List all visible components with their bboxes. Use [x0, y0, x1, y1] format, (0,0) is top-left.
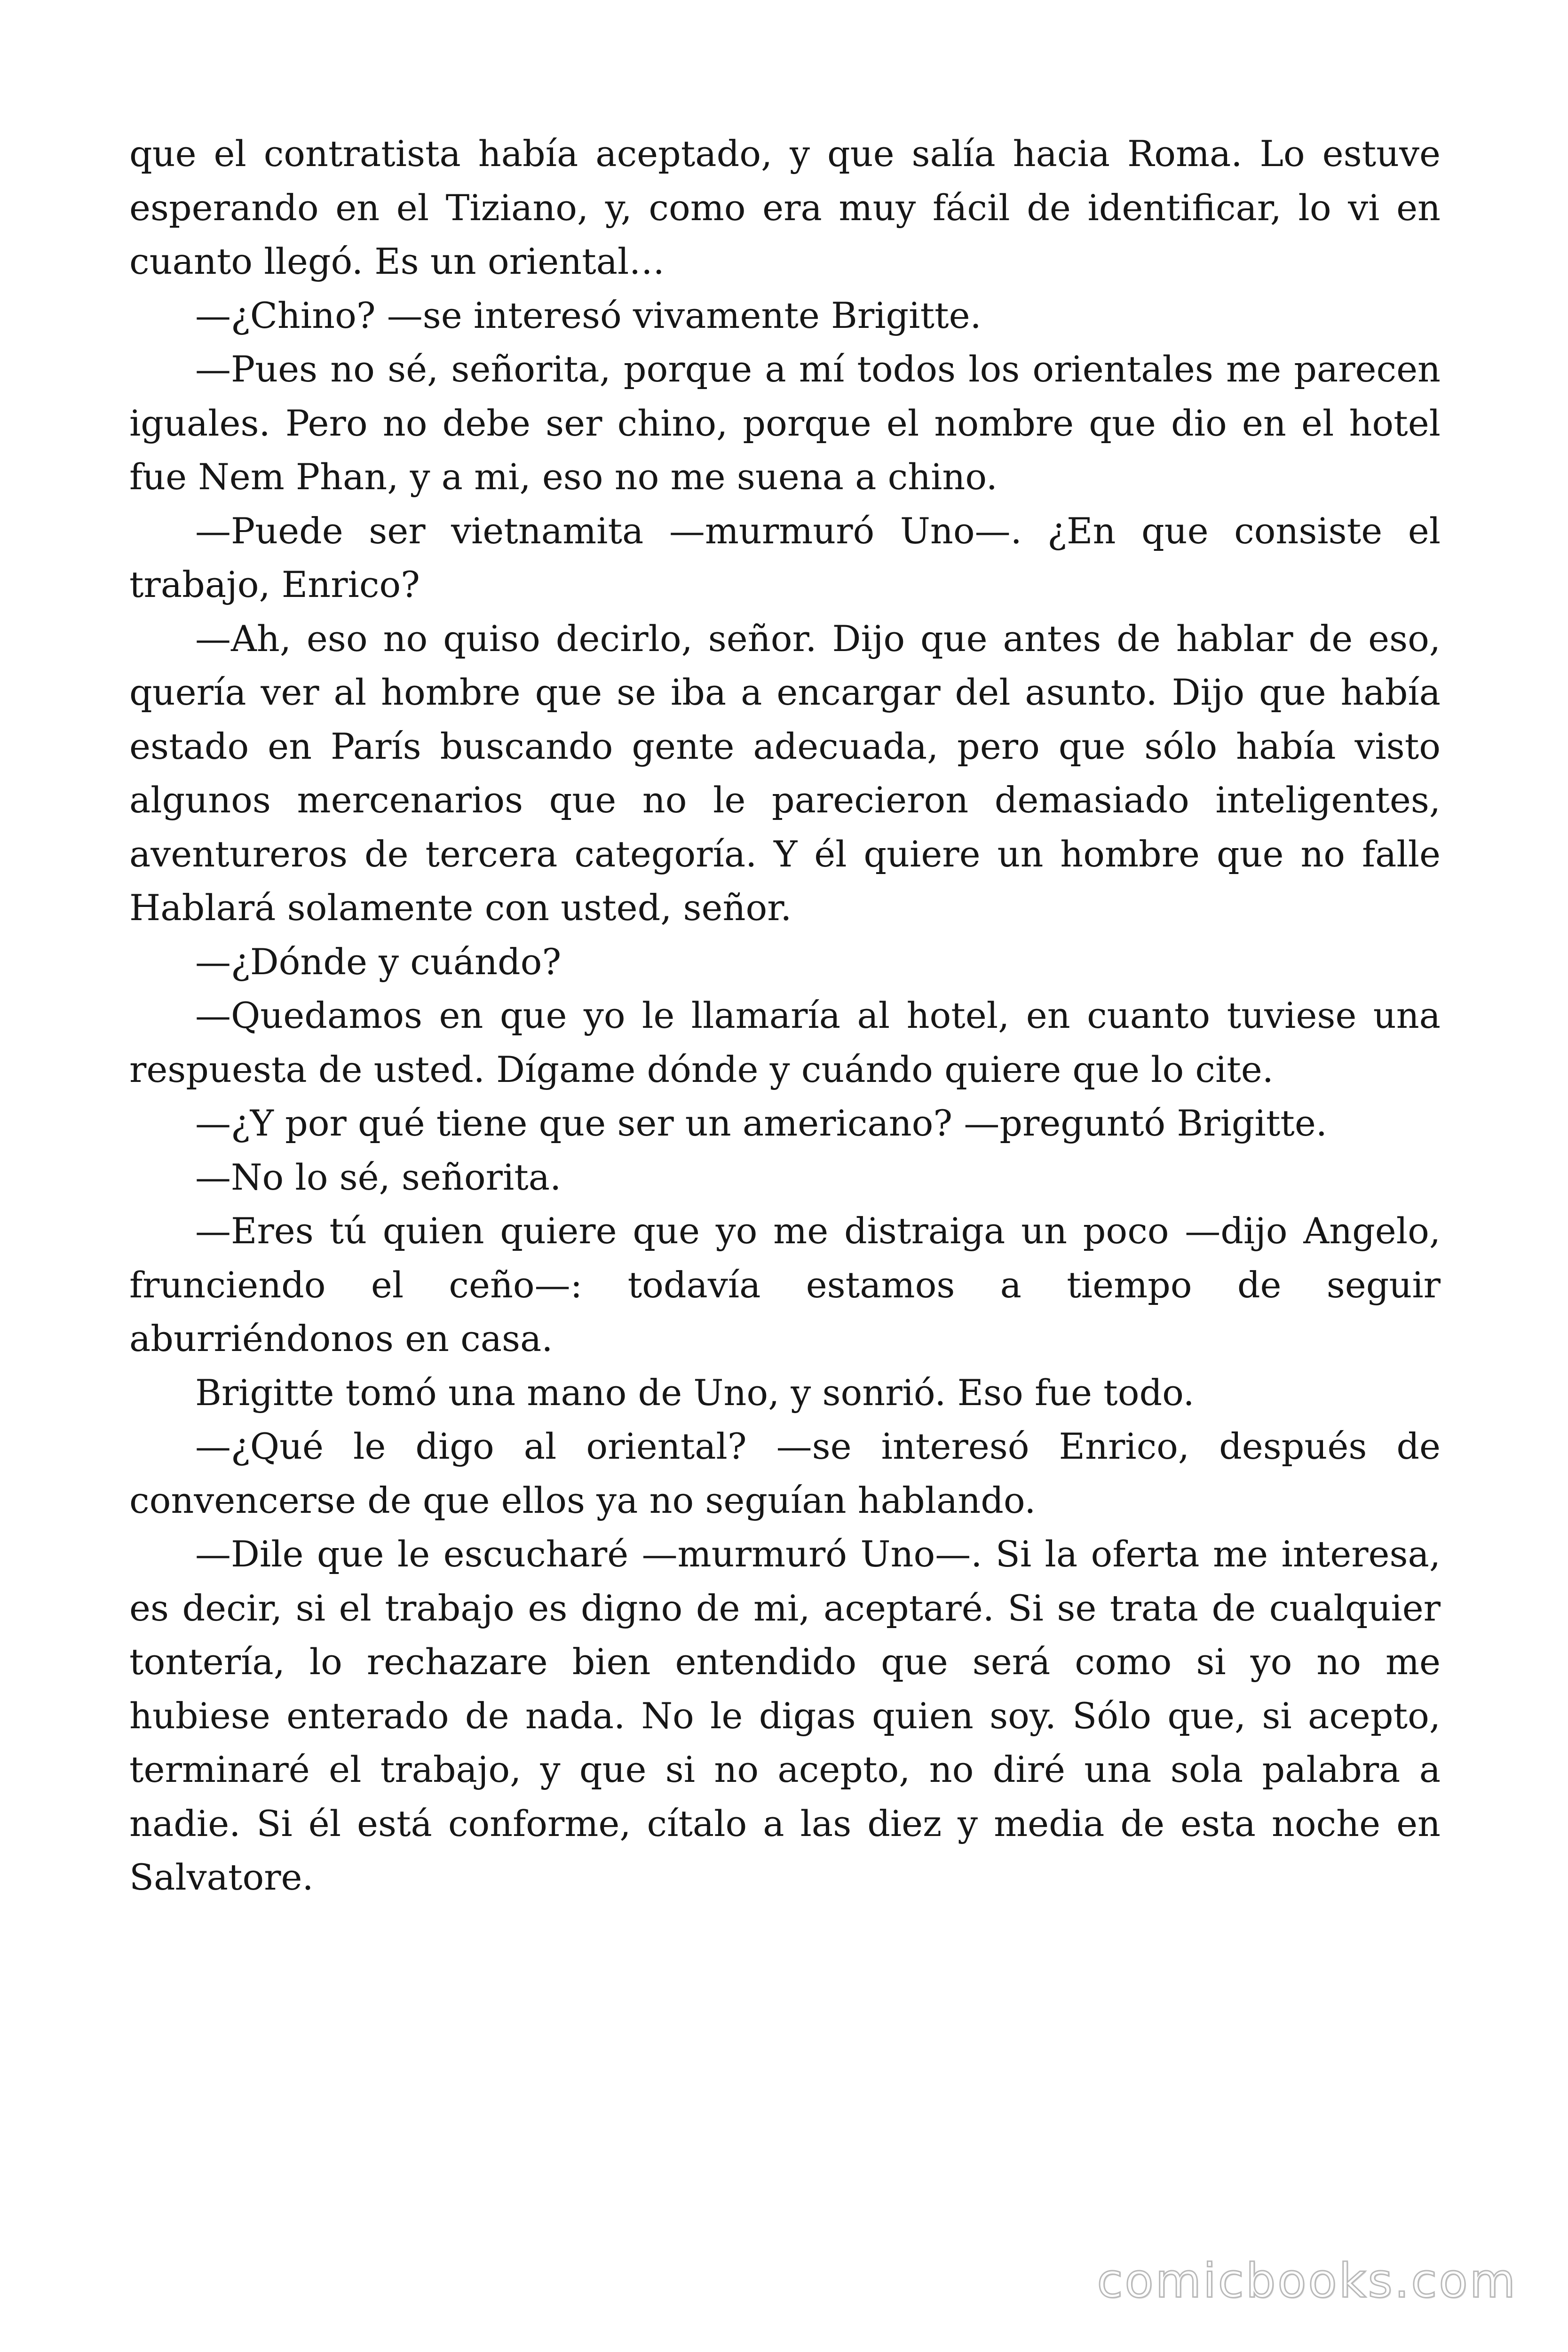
paragraph-7: —Quedamos en que yo le llamaría al hotel, en cuanto tuviese una respuesta de usted. Dígame dónde y cuándo quiere que lo cite.: [129, 994, 1441, 1090]
paragraph-2: —¿Chino? —se interesó vivamente Brigitte.: [195, 294, 982, 336]
paragraph-3: —Pues no sé, señorita, porque a mí todos los orientales me parecen iguales. Pero no debe ser chino, porque el nombre que dio en el hotel fue Nem Phan, y a mi, eso no me suena a chino.: [129, 348, 1441, 498]
watermark-logo: comicbooks.com: [1097, 2253, 1517, 2308]
paragraph-11: Brigitte tomó una mano de Uno, y sonrió. Eso fue todo.: [195, 1371, 1195, 1414]
paragraph-10: —Eres tú quien quiere que yo me distraiga un poco —dijo Angelo, frunciendo el ceño—: todavía estamos a tiempo de seguir aburriéndonos en casa.: [129, 1210, 1441, 1359]
paragraph-1: que el contratista había aceptado, y que salía hacia Roma. Lo estuve esperando en el Tiziano, y, como era muy fácil de identificar, lo vi en cuanto llegó. Es un oriental…: [129, 133, 1441, 282]
paragraph-4: —Puede ser vietnamita —murmuró Uno—. ¿En que consiste el trabajo, Enrico?: [129, 509, 1441, 605]
page-body-text: [129, 127, 1441, 1905]
paragraph-8: —¿Y por qué tiene que ser un americano? —preguntó Brigitte.: [195, 1102, 1327, 1144]
paragraph-13: —Dile que le escucharé —murmuró Uno—. Si la oferta me interesa, es decir, si el trabajo es digno de mi, aceptaré. Si se trata de cualquier tontería, lo rechazare bien entendido que será como si yo no me hubiese enterado de nada. No le digas quien soy. Sólo que, si acepto, terminaré el trabajo, y que si no acepto, no diré una sola palabra a nadie. Si él está conforme, cítalo a las diez y media de esta noche en Salvatore.: [129, 1533, 1441, 1898]
paragraph-5: —Ah, eso no quiso decirlo, señor. Dijo que antes de hablar de eso, quería ver al hombre que se iba a encargar del asunto. Dijo que había estado en París buscando gente adecuada, pero que sólo había visto algunos mercenarios que no le parecieron demasiado inteligentes, aventureros de tercera categoría. Y él quiere un hombre que no falle Hablará solamente con usted, señor.: [129, 617, 1441, 929]
paragraph-9: —No lo sé, señorita.: [195, 1156, 562, 1198]
paragraph-12: —¿Qué le digo al oriental? —se interesó Enrico, después de convencerse de que ellos ya no seguían hablando.: [129, 1425, 1441, 1521]
paragraph-6: —¿Dónde y cuándo?: [195, 940, 562, 983]
